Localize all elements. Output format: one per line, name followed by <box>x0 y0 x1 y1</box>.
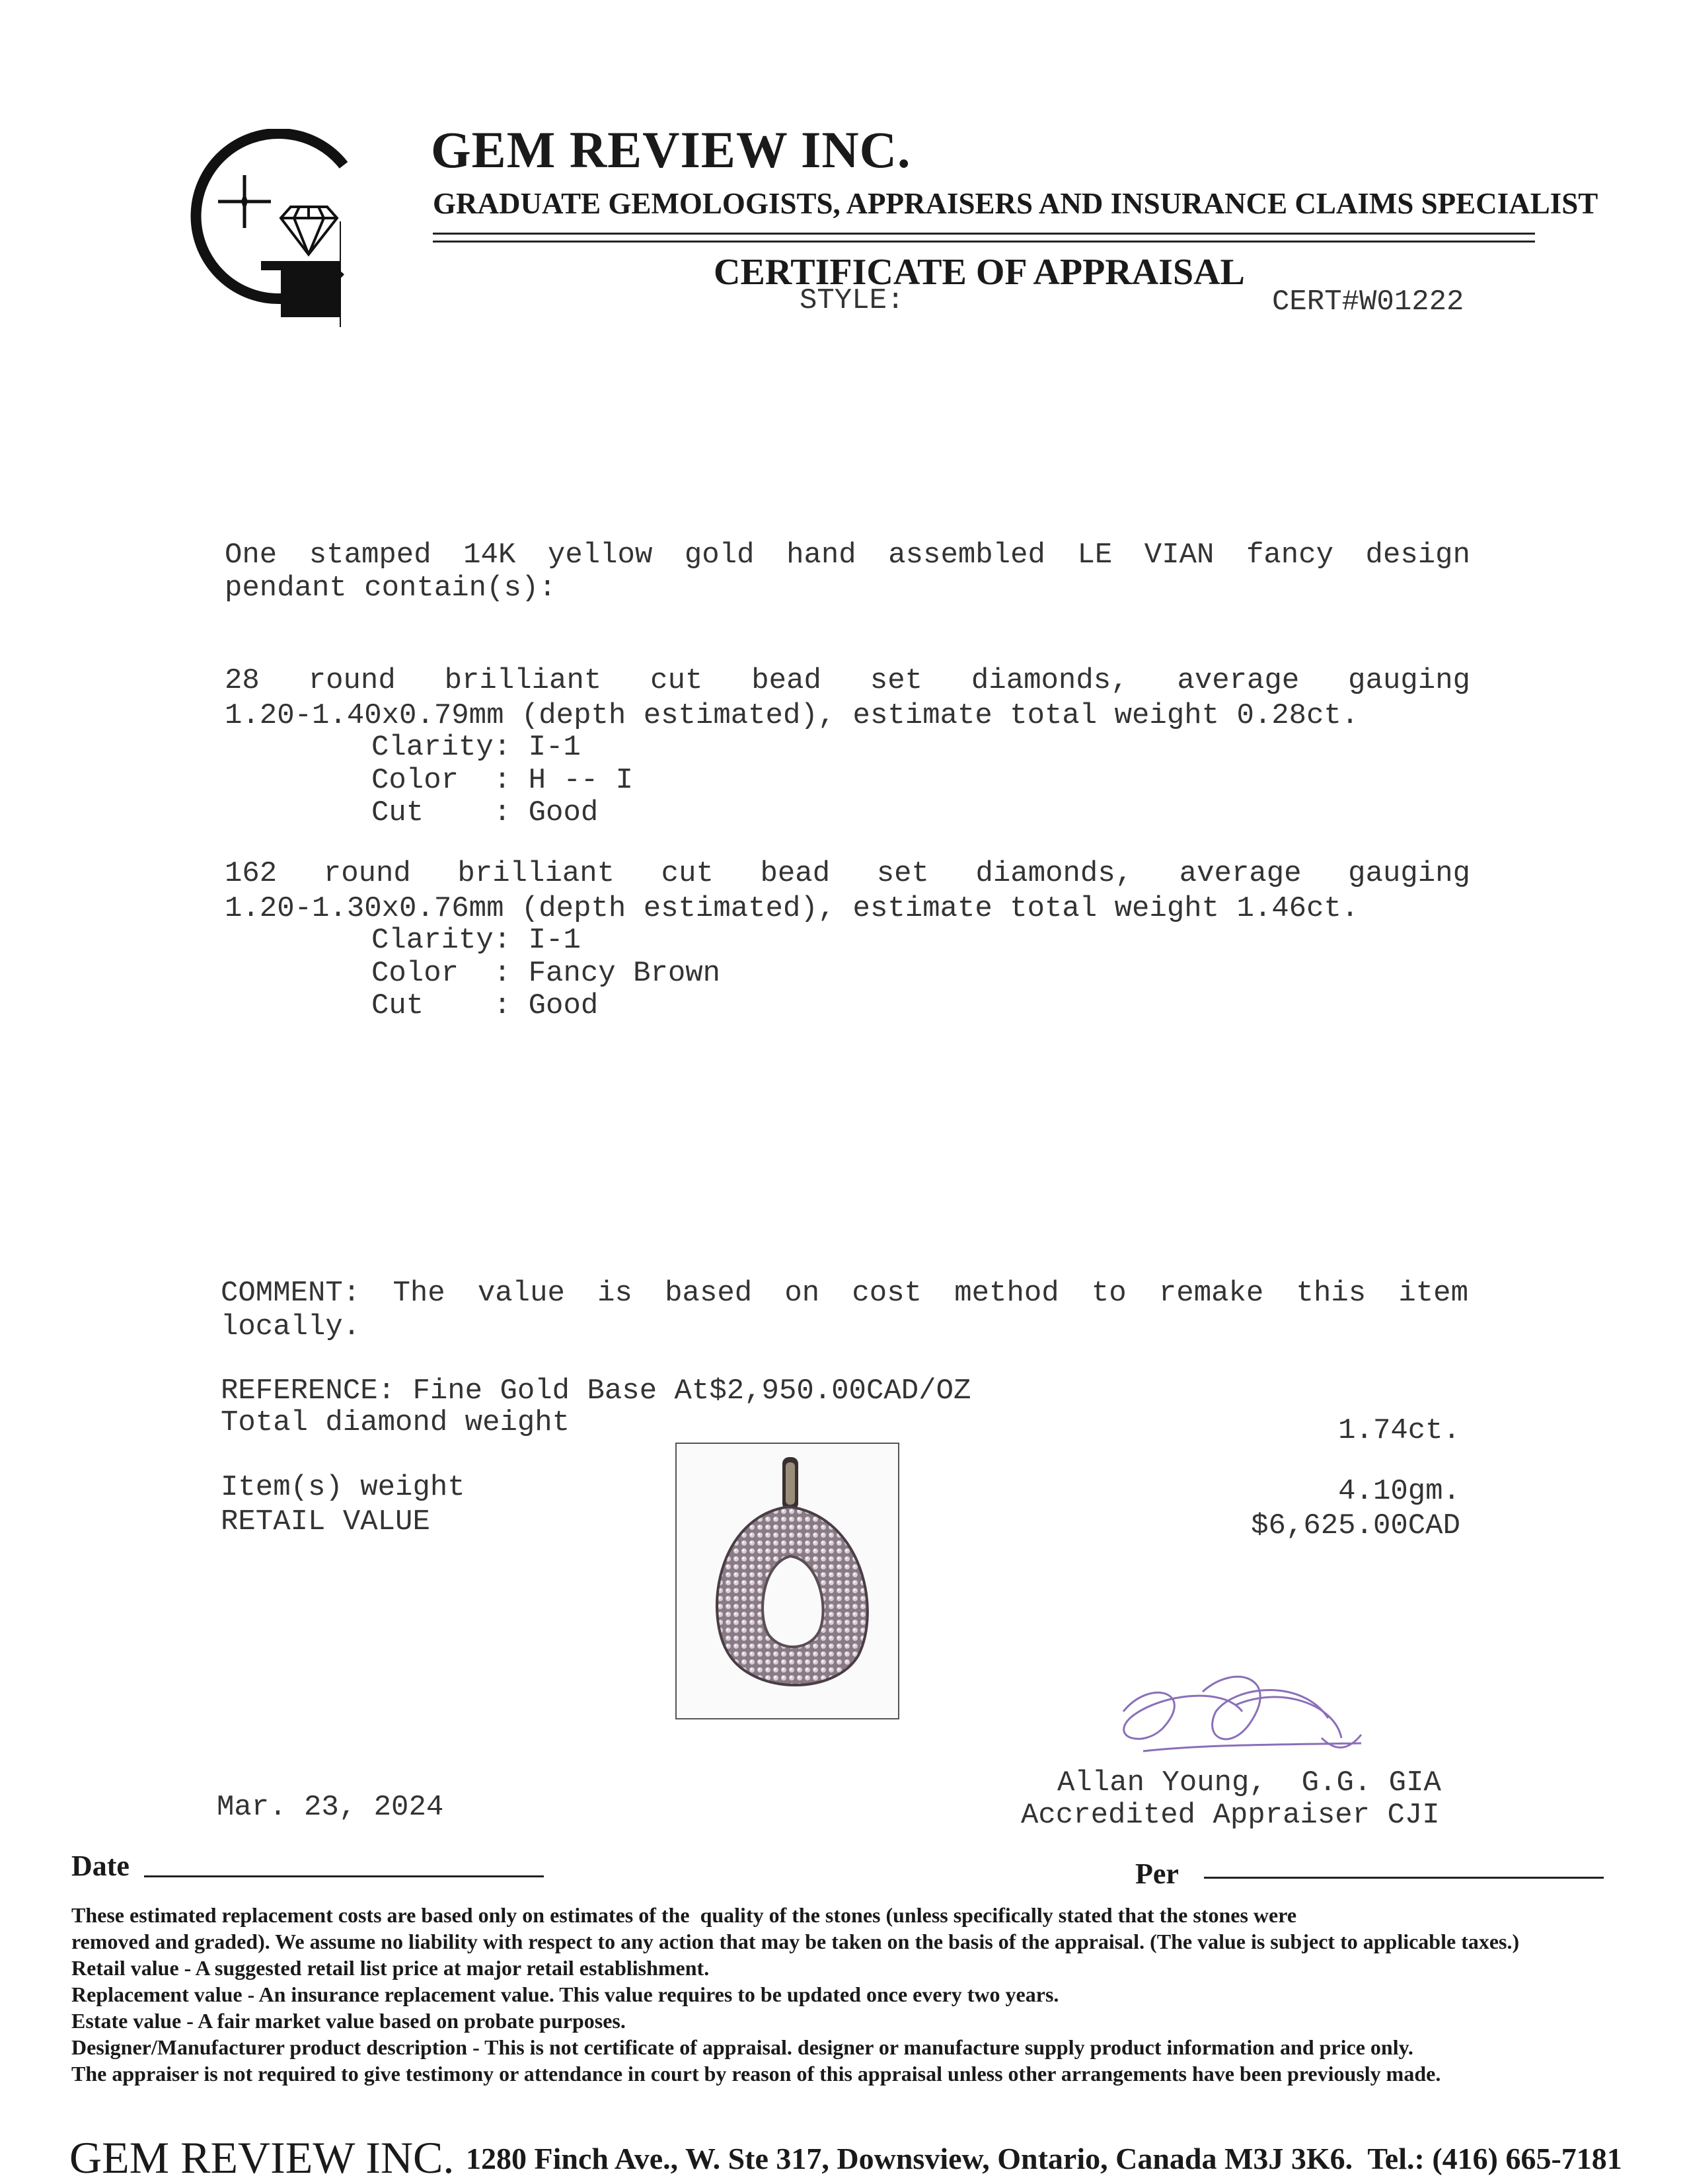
stone-group-2-line2: 1.20-1.30x0.76mm (depth estimated), estimate total weight 1.46ct. <box>225 892 1359 925</box>
retail-value-amount: $6,625.00CAD <box>1251 1509 1460 1542</box>
item-description-line2: pendant contain(s): <box>225 572 556 605</box>
stone-group-2-color: Color : Fancy Brown <box>371 957 721 990</box>
item-weight-label: Item(s) weight <box>221 1471 465 1504</box>
stone-group-2-cut: Cut : Good <box>371 989 599 1022</box>
stone-group-1-line2: 1.20-1.40x0.79mm (depth estimated), estimate total weight 0.28ct. <box>225 699 1359 732</box>
total-diamond-weight-value: 1.74ct. <box>1338 1414 1460 1447</box>
total-diamond-weight-label: Total diamond weight <box>221 1406 570 1439</box>
style-label: STYLE: <box>800 284 905 317</box>
disclaimer-line: Estate value - A fair market value based on probate purposes. <box>71 2009 626 2033</box>
stone-group-1-line1: 28 round brilliant cut bead set diamonds, average gauging <box>225 664 1470 697</box>
disclaimer-line: These estimated replacement costs are based only on estimates of the quality of the stones (unless specifically stated that the stones were <box>71 1903 1297 1927</box>
per-label: Per <box>1135 1858 1179 1890</box>
gold-reference: REFERENCE: Fine Gold Base At$2,950.00CAD/OZ <box>221 1374 971 1408</box>
disclaimer-line: removed and graded). We assume no liability with respect to any action that may be taken on the basis of the appraisal. (The value is subject to applicable taxes.) <box>71 1930 1520 1953</box>
appraiser-name: Allan Young, G.G. GIA <box>1057 1766 1441 1799</box>
date-label: Date <box>71 1850 130 1882</box>
disclaimer-line: Designer/Manufacturer product description - This is not certificate of appraisal. designer or manufacture supply product information and price only. <box>71 2035 1413 2059</box>
stone-group-2-clarity: Clarity: I-1 <box>371 924 581 957</box>
disclaimer-line: The appraiser is not required to give testimony or attendance in court by reason of this appraisal unless other arrangements have been previously made. <box>71 2062 1441 2086</box>
comment-line2: locally. <box>221 1310 361 1343</box>
header-rule-bottom <box>433 241 1535 243</box>
disclaimer-line: Retail value - A suggested retail list price at major retail establishment. <box>71 1956 710 1980</box>
comment-line1: COMMENT: The value is based on cost method to remake this item <box>221 1277 1468 1310</box>
stone-group-1-color: Color : H -- I <box>371 764 634 797</box>
stone-group-2-line1: 162 round brilliant cut bead set diamonds, average gauging <box>225 857 1470 890</box>
certificate-title: CERTIFICATE OF APPRAISAL <box>714 252 1245 293</box>
header-rule-top <box>433 233 1535 235</box>
company-logo <box>182 129 373 327</box>
item-description-line1: One stamped 14K yellow gold hand assembled LE VIAN fancy design <box>225 539 1470 572</box>
company-tagline: GRADUATE GEMOLOGISTS, APPRAISERS AND INSURANCE CLAIMS SPECIALIST <box>433 187 1598 220</box>
certificate-number: CERT#W01222 <box>1272 285 1464 319</box>
stone-group-1-clarity: Clarity: I-1 <box>371 731 581 764</box>
pendant-photo <box>675 1443 899 1719</box>
item-weight-value: 4.10gm. <box>1338 1475 1460 1508</box>
footer-company: GEM REVIEW INC. <box>69 2132 455 2183</box>
footer-address: 1280 Finch Ave., W. Ste 317, Downsview, Ontario, Canada M3J 3K6. Tel.: (416) 665-7181 <box>466 2142 1622 2175</box>
appraiser-credential: Accredited Appraiser CJI <box>1021 1799 1440 1832</box>
per-signature-line <box>1204 1877 1604 1879</box>
stone-group-1-cut: Cut : Good <box>371 796 599 829</box>
appraiser-signature <box>1084 1665 1388 1778</box>
disclaimer <box>71 1902 1657 2087</box>
company-name: GEM REVIEW INC. <box>431 121 911 178</box>
appraisal-date: Mar. 23, 2024 <box>217 1791 444 1824</box>
retail-value-label: RETAIL VALUE <box>221 1505 430 1538</box>
disclaimer-line: Replacement value - An insurance replacement value. This value requires to be updated once every two years. <box>71 1982 1059 2006</box>
diamond-icon <box>281 207 337 254</box>
date-signature-line <box>144 1875 544 1877</box>
pendant-image <box>677 1444 898 1718</box>
